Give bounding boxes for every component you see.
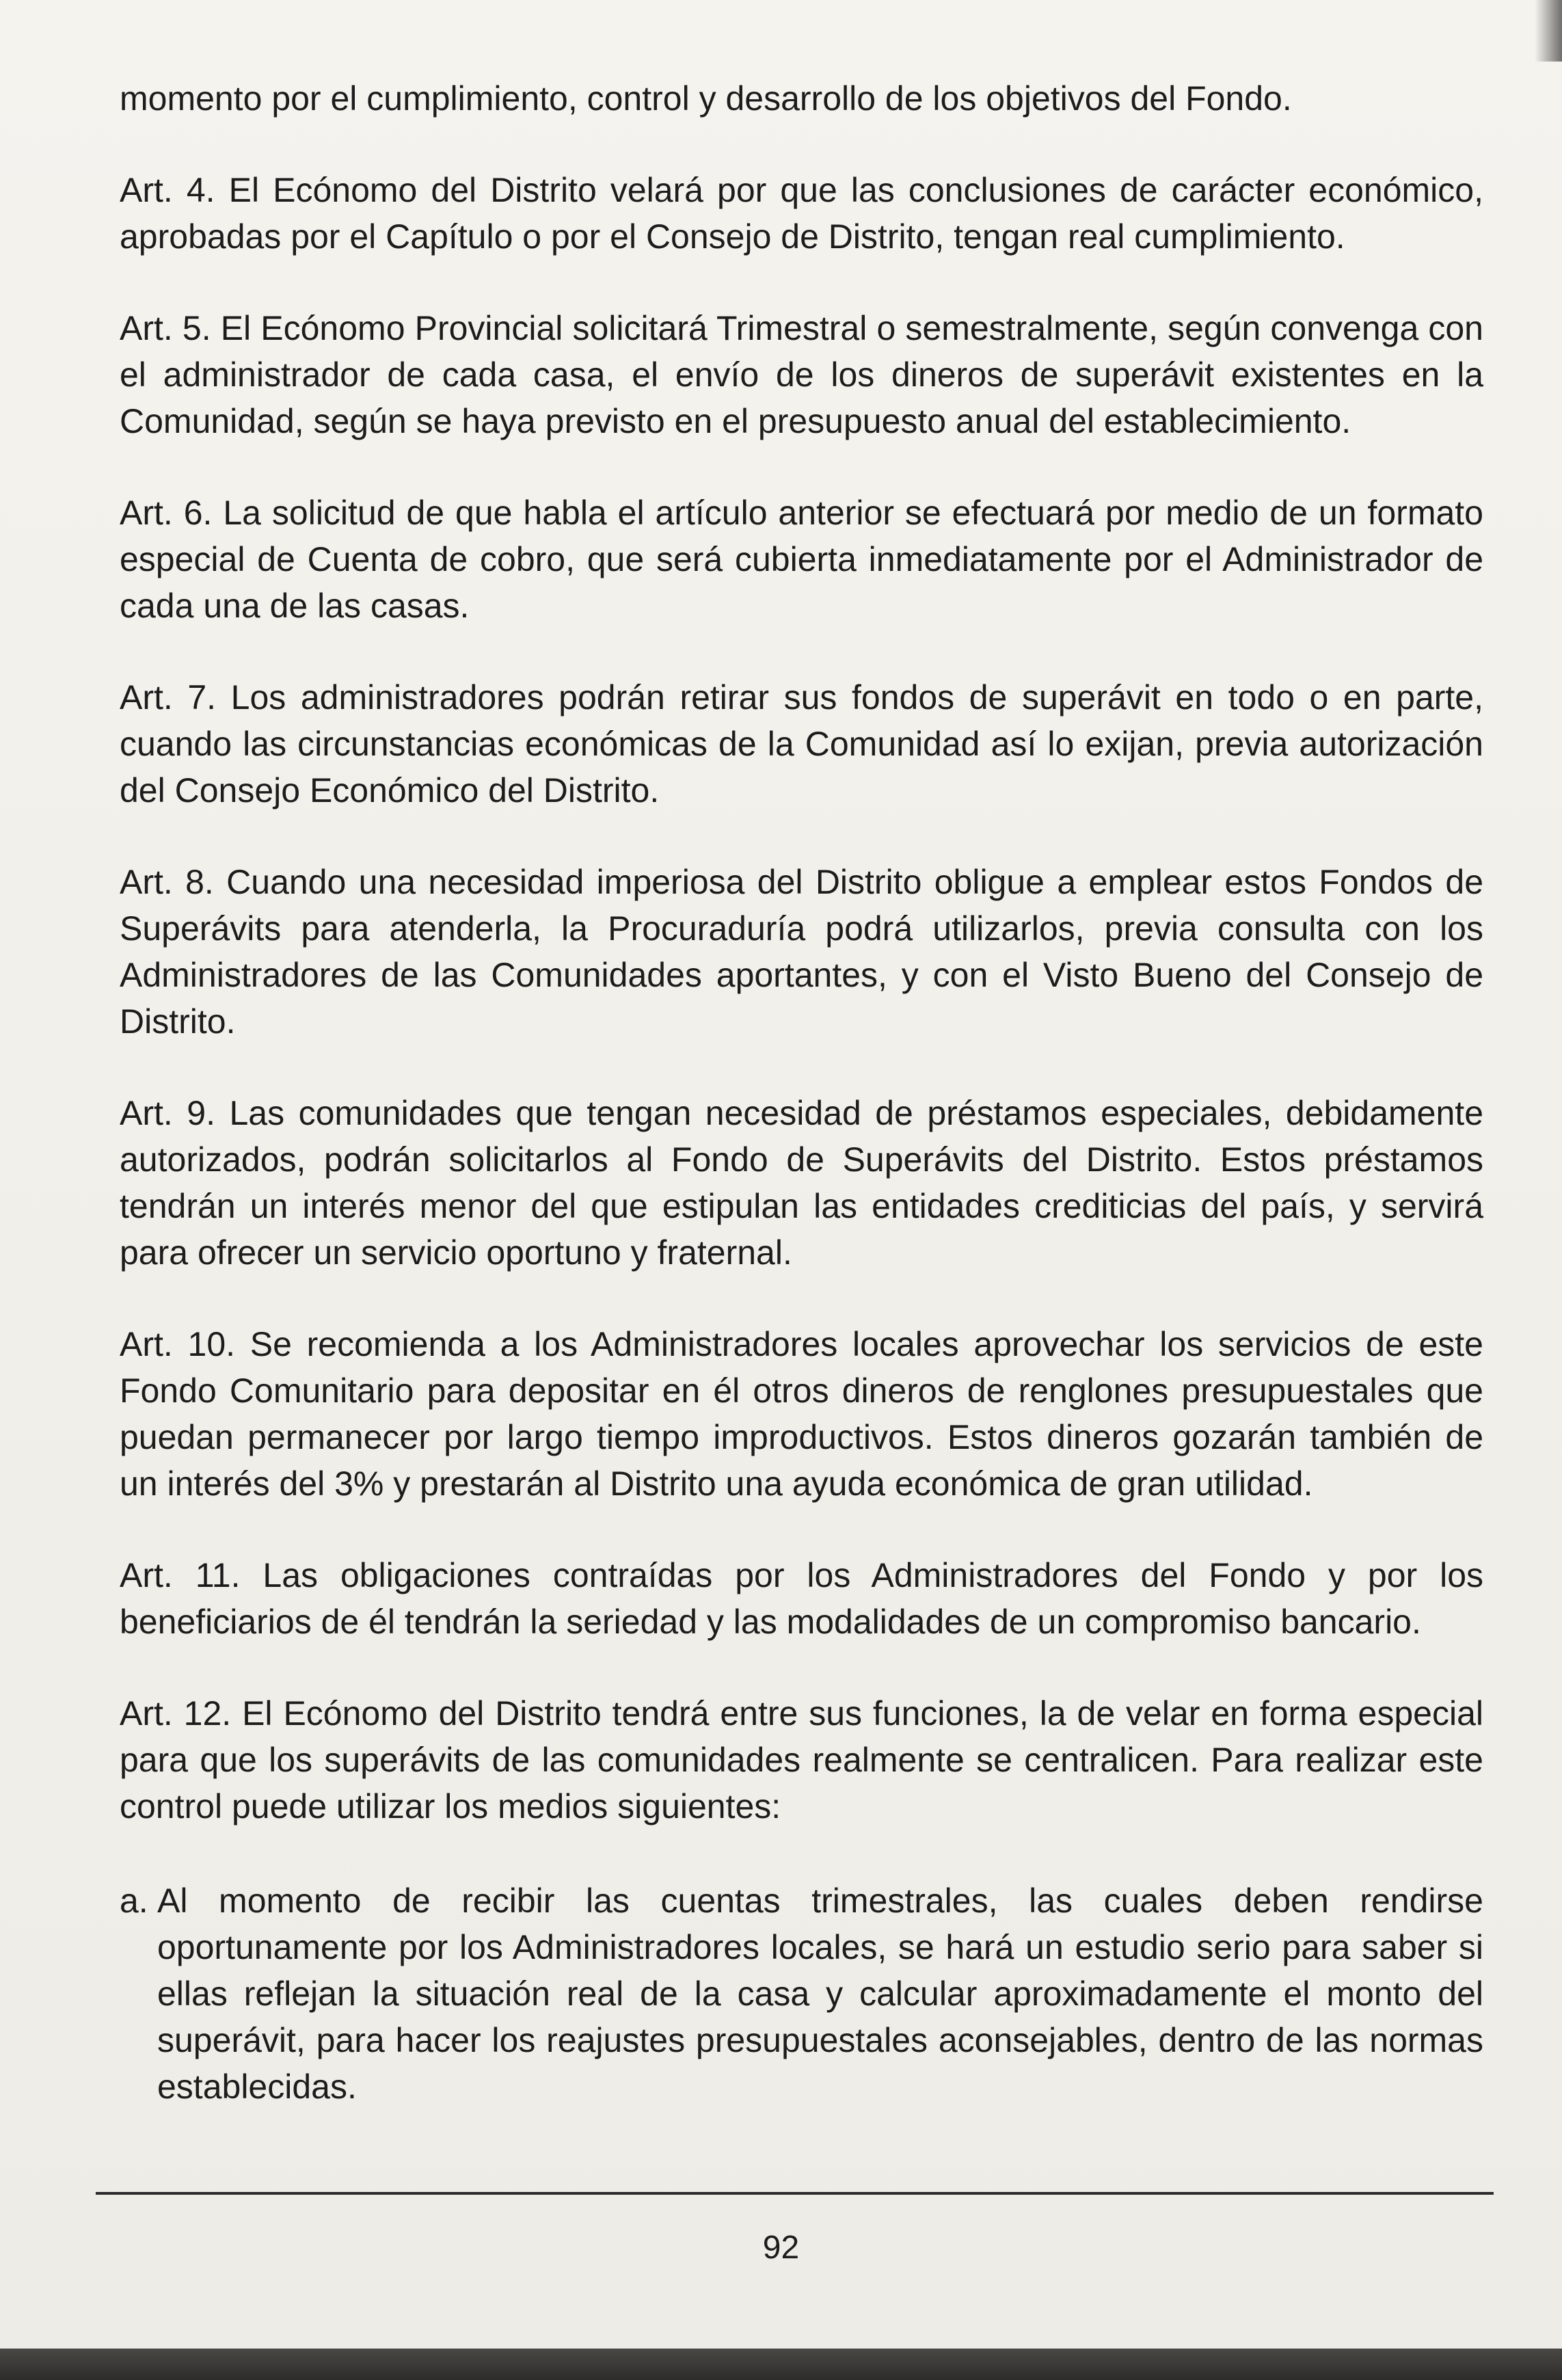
paragraph-continuation: momento por el cumplimiento, control y desarrollo de los objetivos del Fondo. <box>120 79 1292 118</box>
article-8: Art. 8. Cuando una necesidad imperiosa del Distrito obligue a emplear estos Fondos de Superávits para atenderla, la Procuraduría podrá utilizarlos, previa consulta con los Administradores de las Comunidades aportantes, y con el Visto Bueno del Consejo de Distrito. <box>120 863 1483 1041</box>
article-4: Art. 4. El Ecónomo del Distrito velará por que las conclusiones de carácter económico, aprobadas por el Capítulo o por el Consejo de Distrito, tengan real cumplimiento. <box>120 171 1483 256</box>
article-6: Art. 6. La solicitud de que habla el artículo anterior se efectuará por medio de un formato especial de Cuenta de cobro, que será cubierta inmediatamente por el Administrador de cada una de las casas. <box>120 494 1483 625</box>
article-11: Art. 11. Las obligaciones contraídas por los Administradores del Fondo y por los beneficiarios de él tendrán la seriedad y las modalidades de un compromiso bancario. <box>120 1556 1483 1641</box>
page-bottom-edge <box>0 2349 1562 2380</box>
list-item <box>120 1877 1483 2110</box>
list-item-text: Al momento de recibir las cuentas trimestrales, las cuales deben rendirse oportunamente por los Administradores locales, se hará un estudio serio para saber si ellas reflejan la situación real de la casa y calcular aproximadamente el monto del superávit, para hacer los reajustes presupuestales aconsejables, dentro de las normas establecidas. <box>157 1882 1483 2106</box>
list-marker: a. <box>120 1882 148 1920</box>
means-list <box>120 1877 1483 2110</box>
page-corner-shadow <box>1535 0 1562 62</box>
article-10: Art. 10. Se recomienda a los Administradores locales aprovechar los servicios de este Fondo Comunitario para depositar en él otros dineros de renglones presupuestales que puedan permanecer por largo tiempo improductivos. Estos dineros gozarán también de un interés del 3% y prestarán al Distrito una ayuda económica de gran utilidad. <box>120 1325 1483 1503</box>
article-5: Art. 5. El Ecónomo Provincial solicitará Trimestral o semestralmente, según convenga con el administrador de cada casa, el envío de los dineros de superávit existentes en la Comunidad, según se haya previsto en el presupuesto anual del establecimiento. <box>120 309 1483 440</box>
body-text <box>120 75 1483 2110</box>
article-7: Art. 7. Los administradores podrán retirar sus fondos de superávit en todo o en parte, cuando las circunstancias económicas de la Comunidad así lo exijan, previa autorización del Consejo Económico del Distrito. <box>120 678 1483 810</box>
page-number: 92 <box>762 2230 800 2266</box>
article-12: Art. 12. El Ecónomo del Distrito tendrá entre sus funciones, la de velar en forma especial para que los superávits de las comunidades realmente se centralicen. Para realizar este control puede utilizar los medios siguientes: <box>120 1694 1483 1826</box>
article-9: Art. 9. Las comunidades que tengan necesidad de préstamos especiales, debidamente autorizados, podrán solicitarlos al Fondo de Superávits del Distrito. Estos préstamos tendrán un interés menor del que estipulan las entidades crediticias del país, y servirá para ofrecer un servicio oportuno y fraternal. <box>120 1094 1483 1272</box>
footer-divider <box>96 2192 1494 2195</box>
